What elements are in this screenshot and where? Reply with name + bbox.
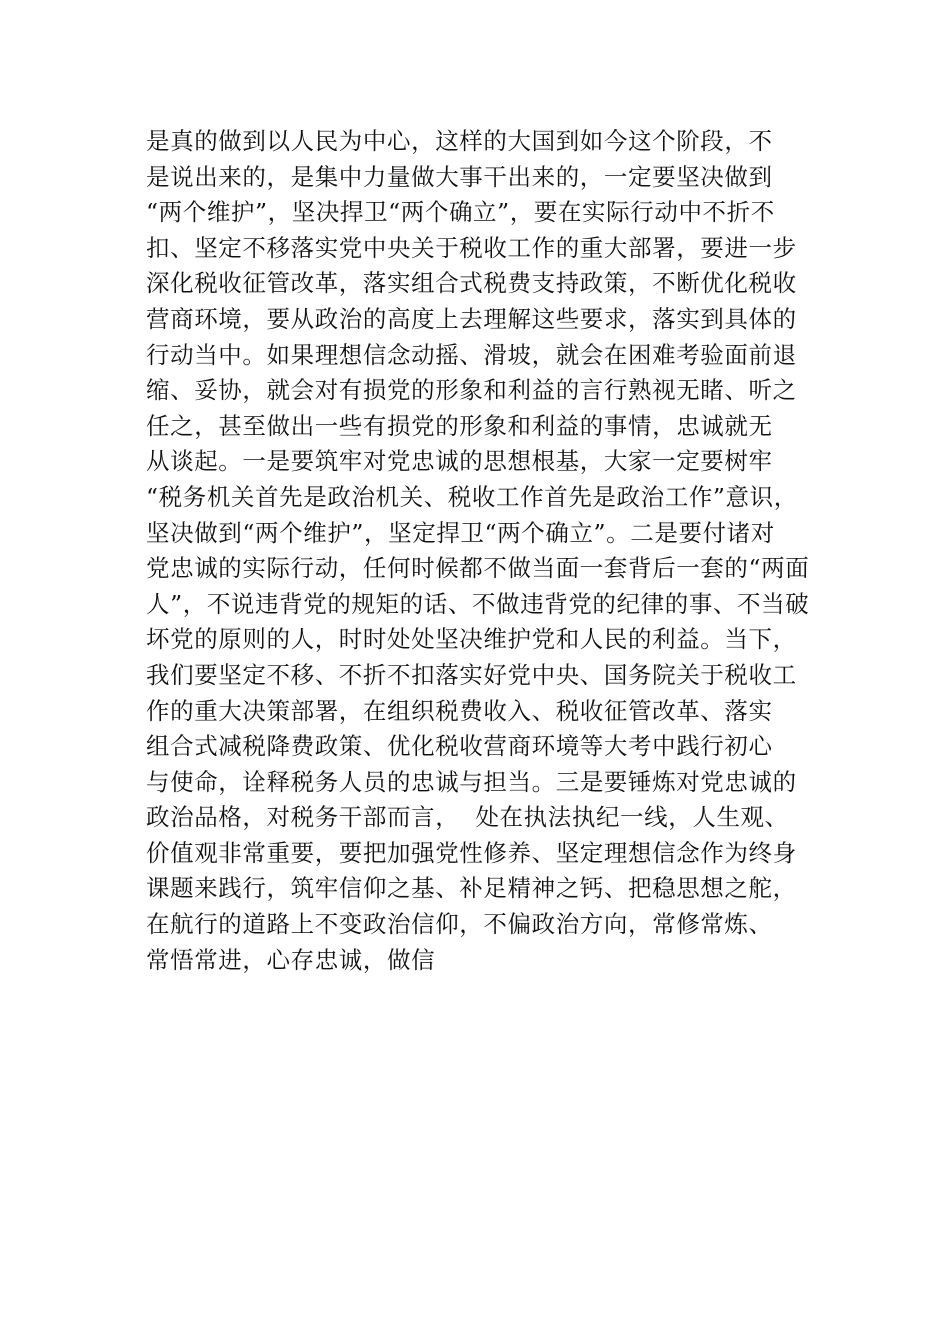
text-line: 是真的做到以人民为中心，这样的大国到如今这个阶段，不: [146, 127, 773, 155]
body-text: [146, 124, 846, 978]
text-line: 我们要坚定不移、不折不扣落实好党中央、国务院关于税收工: [146, 660, 797, 689]
text-line: 常悟常进，心存忠诚，做信: [146, 945, 436, 974]
text-line: 营商环境，要从政治的高度上去理解这些要求，落实到具体的: [146, 304, 797, 333]
text-line: 在航行的道路上不变政治信仰，不偏政治方向，常修常炼、: [146, 910, 773, 939]
text-line: 坚决做到“两个维护”，坚定捍卫“两个确立”。二是要付诸对: [146, 518, 775, 547]
text-line: “两个维护”，坚决捍卫“两个确立”，要在实际行动中不折不: [146, 198, 775, 227]
text-line: 课题来践行，筑牢信仰之基、补足精神之钙、把稳思想之舵，: [146, 874, 797, 903]
text-line: 行动当中。如果理想信念动摇、滑坡，就会在困难考验面前退: [146, 340, 797, 369]
text-line: 作的重大决策部署，在组织税费收入、税收征管改革、落实: [146, 696, 773, 725]
text-line: 是说出来的，是集中力量做大事干出来的，一定要坚决做到: [146, 162, 773, 191]
text-line: 组合式减税降费政策、优化税收营商环境等大考中践行初心: [146, 732, 773, 761]
text-line: “税务机关首先是政治机关、税收工作首先是政治工作”意识，: [146, 482, 798, 511]
text-line: 坏党的原则的人，时时处处坚决维护党和人民的利益。当下，: [146, 625, 797, 654]
text-line: 人”，不说违背党的规矩的话、不做违背党的纪律的事、不当破: [146, 589, 810, 618]
text-line: 从谈起。一是要筑牢对党忠诚的思想根基，大家一定要树牢: [146, 447, 773, 476]
text-line: 任之，甚至做出一些有损党的形象和利益的事情，忠诚就无: [146, 411, 773, 440]
text-line: 扣、坚定不移落实党中央关于税收工作的重大部署，要进一步: [146, 233, 797, 262]
text-line: 与使命，诠释税务人员的忠诚与担当。三是要锤炼对党忠诚的: [146, 767, 797, 796]
text-line: 价值观非常重要，要把加强党性修养、坚定理想信念作为终身: [146, 838, 797, 867]
text-line: 缩、妥协，就会对有损党的形象和利益的言行熟视无睹、听之: [146, 376, 797, 405]
text-line: 政治品格，对税务干部而言， 处在执法执纪一线，人生观、: [146, 803, 789, 832]
text-line: 党忠诚的实际行动，任何时候都不做当面一套背后一套的“两面: [146, 554, 810, 583]
text-line: 深化税收征管改革，落实组合式税费支持政策，不断优化税收: [146, 269, 797, 298]
